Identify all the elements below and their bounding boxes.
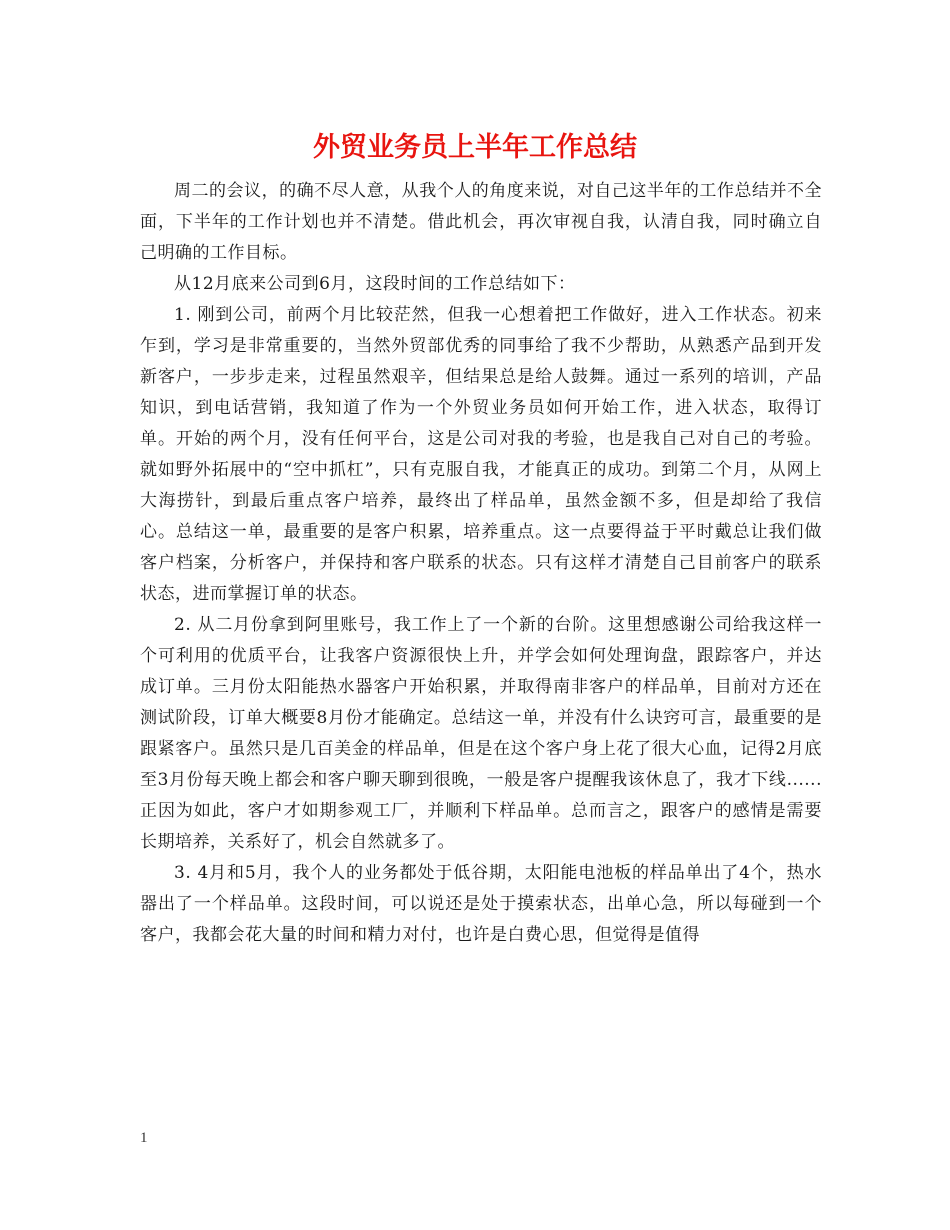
paragraph-period: 从12月底来公司到6月，这段时间的工作总结如下： (174, 274, 576, 294)
paragraph-item-3: 3. 4月和5月，我个人的业务都处于低谷期，太阳能电池板的样品单出了4个，热水器出了一个样品单。这段时间，可以说还是处于摸索状态，出单心急，所以每碰到一个客户，我都会花大量的时间和精力对付，也许是白费心思，但觉得是值得 (140, 863, 822, 945)
paragraph-item-1: 1. 刚到公司，前两个月比较茫然，但我一心想着把工作做好，进入工作状态。初来乍到，学习是非常重要的，当然外贸部优秀的同事给了我不少帮助，从熟悉产品到开发新客户，一步步走来，过程虽然艰辛，但结果总是给人鼓舞。通过一系列的培训，产品知识，到电话营销，我知道了作为一个外贸业务员如何开始工作，进入状态，取得订单。开始的两个月，没有任何平台，这是公司对我的考验，也是我自己对自己的考验。就如野外拓展中的“空中抓杠”，只有克服自我，才能真正的成功。到第二个月，从网上大海捞针，到最后重点客户培养，最终出了样品单，虽然金额不多，但是却给了我信心。总结这一单，最重要的是客户积累，培养重点。这一点要得益于平时戴总让我们做客户档案，分析客户，并保持和客户联系的状态。只有这样才清楚自己目前客户的联系状态，进而掌握订单的状态。 (140, 305, 822, 604)
paragraph-intro: 周二的会议，的确不尽人意，从我个人的角度来说，对自己这半年的工作总结并不全面，下半年的工作计划也并不清楚。借此机会，再次审视自我，认清自我，同时确立自己明确的工作目标。 (140, 181, 822, 263)
paragraph-item-2: 2. 从二月份拿到阿里账号，我工作上了一个新的台阶。这里想感谢公司给我这样一个可利用的优质平台，让我客户资源很快上升，并学会如何处理询盘，跟踪客户，并达成订单。三月份太阳能热水器客户开始积累，并取得南非客户的样品单，目前对方还在测试阶段，订单大概要8月份才能确定。总结这一单，并没有什么诀窍可言，最重要的是跟紧客户。虽然只是几百美金的样品单，但是在这个客户身上花了很大心血，记得2月底至3月份每天晚上都会和客户聊天聊到很晚，一般是客户提醒我该休息了，我才下线......正因为如此，客户才如期参观工厂，并顺利下样品单。总而言之，跟客户的感情是需要长期培养，关系好了，机会自然就多了。 (140, 615, 822, 852)
page-number: 1 (140, 1130, 148, 1146)
document-body (140, 176, 822, 951)
document-title: 外贸业务员上半年工作总结 (313, 132, 637, 163)
